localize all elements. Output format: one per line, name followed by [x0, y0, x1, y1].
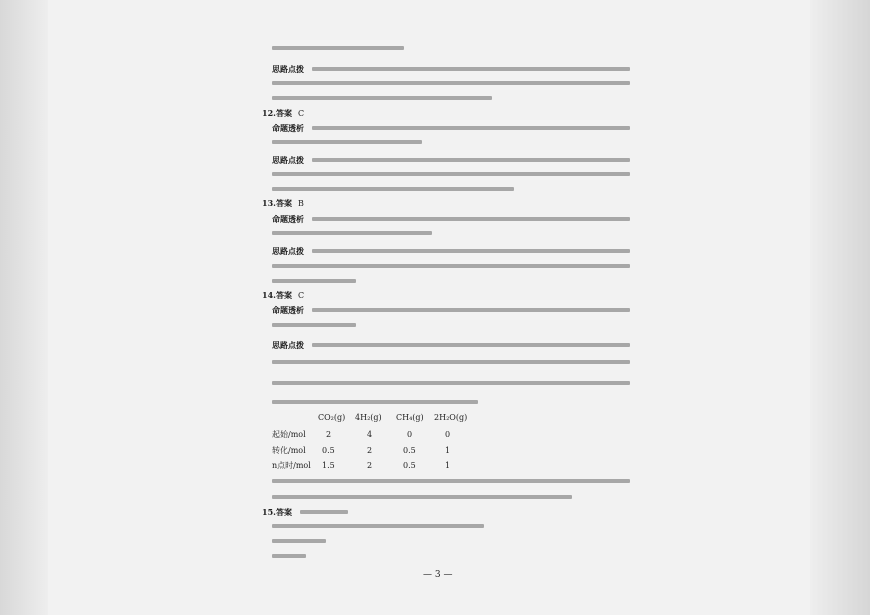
text-line: [272, 554, 306, 558]
table-header-cell: CO₂(g): [318, 413, 346, 422]
question-number: 13.: [262, 198, 276, 208]
question-number: 14.: [262, 290, 276, 300]
text-line: [312, 217, 630, 221]
table-row-label: 转化/mol: [272, 446, 306, 455]
section-label: 思路点拨: [272, 340, 304, 350]
table-cell: 0.5: [403, 446, 416, 455]
text-line: [272, 140, 422, 144]
table-cell: 1: [445, 461, 451, 470]
text-line: [272, 81, 630, 85]
table-cell: 2: [367, 461, 373, 470]
section-label: 思路点拨: [272, 64, 304, 74]
table-cell: 4: [367, 430, 373, 439]
text-line: [272, 360, 630, 364]
text-line: [272, 264, 630, 268]
question-number: 12.: [262, 108, 276, 118]
text-line: [272, 381, 630, 385]
answer-label: 答案: [276, 290, 292, 300]
section-label: 思路点拨: [272, 246, 304, 256]
answer-value: C: [298, 109, 305, 118]
text-line: [272, 96, 492, 100]
table-header-cell: 4H₂(g): [355, 413, 382, 422]
table-cell: 1.5: [322, 461, 335, 470]
table-cell: 0.5: [403, 461, 416, 470]
section-label: 命题透析: [272, 305, 304, 315]
text-line: [272, 172, 630, 176]
text-line: [272, 231, 432, 235]
table-cell: 2: [367, 446, 373, 455]
section-label: 命题透析: [272, 123, 304, 133]
table-cell: 0: [445, 430, 451, 439]
text-line: [272, 479, 630, 483]
table-row-label: n点时/mol: [272, 461, 311, 470]
answer-label: 答案: [276, 507, 292, 517]
text-line: [312, 158, 630, 162]
text-line: [312, 67, 630, 71]
text-line: [272, 187, 514, 191]
answer-value: C: [298, 291, 305, 300]
text-line: [272, 323, 356, 327]
table-cell: 1: [445, 446, 451, 455]
section-label: 命题透析: [272, 214, 304, 224]
page-number: — 3 —: [423, 570, 453, 580]
table-cell: 0: [407, 430, 413, 439]
answer-label: 答案: [276, 108, 292, 118]
text-line: [300, 510, 348, 514]
table-header-cell: CH₄(g): [396, 413, 424, 422]
answer-label: 答案: [276, 198, 292, 208]
text-line: [312, 308, 630, 312]
table-cell: 0.5: [322, 446, 335, 455]
section-label: 思路点拨: [272, 155, 304, 165]
text-line: [272, 279, 356, 283]
text-line: [312, 249, 630, 253]
table-cell: 2: [326, 430, 332, 439]
text-line: [312, 126, 630, 130]
table-row-label: 起始/mol: [272, 430, 306, 439]
text-line: [272, 495, 572, 499]
question-number: 15.: [262, 507, 276, 517]
text-line: [272, 539, 326, 543]
table-header-cell: 2H₂O(g): [434, 413, 468, 422]
answer-value: B: [298, 199, 304, 208]
text-line: [272, 46, 404, 50]
text-line: [272, 400, 478, 404]
text-line: [272, 524, 484, 528]
text-line: [312, 343, 630, 347]
